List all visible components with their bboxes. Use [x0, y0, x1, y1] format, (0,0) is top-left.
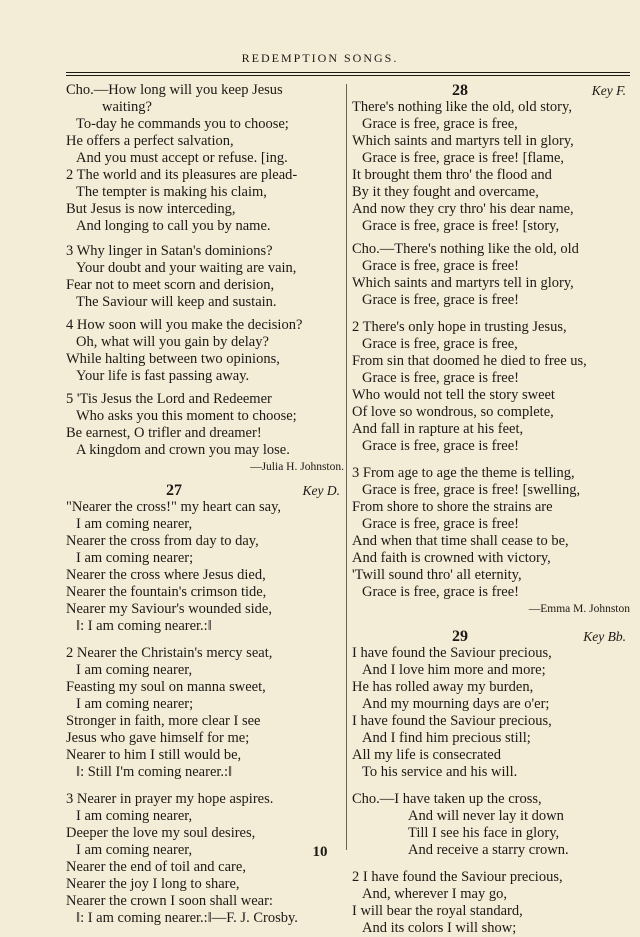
verse-line: Of love so wondrous, so complete,	[352, 404, 554, 420]
verse-line: Nearer the joy I long to share,	[66, 876, 240, 892]
verse-line: To his service and his will.	[362, 764, 518, 780]
hymn-heading	[352, 82, 630, 99]
hymn-key: Key Bb.	[583, 629, 626, 644]
verse-line: 3 Nearer in prayer my hope aspires.	[66, 791, 274, 807]
verse-line: Grace is free, grace is free,	[362, 116, 518, 132]
verse-line: Which saints and martyrs tell in glory,	[352, 133, 574, 149]
verse-line: And, wherever I may go,	[362, 886, 507, 902]
verse-line: From shore to shore the strains are	[352, 499, 553, 515]
verse-line: And I find him precious still;	[362, 730, 531, 746]
verse-line: Grace is free, grace is free!	[362, 584, 519, 600]
verse-line: Be earnest, O trifler and dreamer!	[66, 425, 262, 441]
verse-line: The tempter is making his claim,	[76, 184, 267, 200]
verse-line: He has rolled away my burden,	[352, 679, 534, 695]
verse-line: Nearer my Saviour's wounded side,	[66, 601, 272, 617]
verse-line: Grace is free, grace is free!	[362, 258, 519, 274]
page-header: REDEMPTION SONGS.	[241, 51, 399, 65]
verse-line: And you must accept or refuse. [ing.	[76, 150, 288, 166]
verse-line: I am coming nearer,	[76, 808, 193, 824]
hymn-number: 29	[452, 628, 468, 645]
verse-line: And longing to call you by name.	[76, 218, 271, 234]
verse-line: But Jesus is now interceding,	[66, 201, 236, 217]
verse-line: Feasting my soul on manna sweet,	[66, 679, 266, 695]
hymn-number: 28	[452, 82, 468, 99]
verse-line: Grace is free, grace is free! [story,	[362, 218, 560, 234]
verse-line: "Nearer the cross!" my heart can say,	[66, 499, 282, 515]
verse-line: Grace is free, grace is free!	[362, 370, 519, 386]
verse-line: ‖: I am coming nearer.:‖—F. J. Crosby.	[76, 910, 298, 926]
verse-line: By it they fought and overcame,	[352, 184, 539, 200]
verse-line: Deeper the love my soul desires,	[66, 825, 256, 841]
verse-line: Nearer the cross from day to day,	[66, 533, 259, 549]
author-credit: —Julia H. Johnston.	[250, 461, 344, 473]
verse-line: Nearer the crown I soon shall wear:	[66, 893, 273, 909]
verse-line: Cho.—I have taken up the cross,	[352, 791, 542, 807]
verse-line: Which saints and martyrs tell in glory,	[352, 275, 574, 291]
right-column	[352, 82, 630, 937]
verse-line: All my life is consecrated	[352, 747, 501, 763]
verse-line: Grace is free, grace is free!	[362, 516, 519, 532]
header-rule-bottom	[66, 75, 630, 76]
verse-line: Who asks you this moment to choose;	[76, 408, 297, 424]
header-rule-top	[66, 72, 630, 73]
verse-line: Fear not to meet scorn and derision,	[66, 277, 275, 293]
verse-line: Grace is free, grace is free! [flame,	[362, 150, 565, 166]
verse-line: And receive a starry crown.	[408, 842, 569, 858]
verse-line: He offers a perfect salvation,	[66, 133, 234, 149]
verse-line: And faith is crowned with victory,	[352, 550, 551, 566]
verse-line: Grace is free, grace is free,	[362, 336, 518, 352]
verse-line: 2 I have found the Saviour precious,	[352, 869, 563, 885]
verse-line: 2 Nearer the Christain's mercy seat,	[66, 645, 273, 661]
verse-line: waiting?	[102, 99, 152, 115]
verse-line: Cho.—There's nothing like the old, old	[352, 241, 579, 257]
verse-line: From sin that doomed he died to free us,	[352, 353, 587, 369]
verse-line: I will bear the royal standard,	[352, 903, 523, 919]
verse-line: And I love him more and more;	[362, 662, 546, 678]
verse-line: ‖: I am coming nearer.:‖	[76, 618, 212, 634]
verse-line: The Saviour will keep and sustain.	[76, 294, 277, 310]
verse-line: I am coming nearer,	[76, 842, 193, 858]
hymn-key: Key D.	[302, 483, 340, 498]
verse-line: 4 How soon will you make the decision?	[66, 317, 303, 333]
verse-line: Stronger in faith, more clear I see	[66, 713, 261, 729]
verse-line: 3 From age to age the theme is telling,	[352, 465, 575, 481]
verse-line: There's nothing like the old, old story,	[352, 99, 572, 115]
verse-line: Grace is free, grace is free! [swelling,	[362, 482, 581, 498]
verse-line: And its colors I will show;	[362, 920, 517, 936]
verse-line: Jesus who gave himself for me;	[66, 730, 250, 746]
verse-line: 3 Why linger in Satan's dominions?	[66, 243, 273, 259]
verse-line: I have found the Saviour precious,	[352, 645, 552, 661]
verse-line: 5 'Tis Jesus the Lord and Redeemer	[66, 391, 272, 407]
left-column	[66, 82, 344, 927]
verse-line: Your doubt and your waiting are vain,	[76, 260, 297, 276]
author-credit: —Emma M. Johnston	[528, 603, 630, 615]
verse-line: While halting between two opinions,	[66, 351, 280, 367]
verse-line: A kingdom and crown you may lose.	[76, 442, 290, 458]
verse-line: And fall in rapture at his feet,	[352, 421, 524, 437]
verse-line: I am coming nearer,	[76, 662, 193, 678]
verse-line: 2 There's only hope in trusting Jesus,	[352, 319, 567, 335]
hymn-number: 27	[166, 482, 182, 499]
verse-line: Nearer the fountain's crimson tide,	[66, 584, 267, 600]
hymn-heading	[352, 628, 630, 645]
verse-line: And will never lay it down	[408, 808, 564, 824]
verse-line: 'Twill sound thro' all eternity,	[352, 567, 522, 583]
verse-line: Who would not tell the story sweet	[352, 387, 555, 403]
verse-line: Grace is free, grace is free!	[362, 438, 519, 454]
hymn-heading	[66, 482, 344, 499]
verse-line: Till I see his face in glory,	[408, 825, 560, 841]
verse-line: Nearer the cross where Jesus died,	[66, 567, 266, 583]
verse-line: I am coming nearer;	[76, 696, 194, 712]
verse-line: Your life is fast passing away.	[76, 368, 250, 384]
verse-line: To-day he commands you to choose;	[76, 116, 289, 132]
verse-line: ‖: Still I'm coming nearer.:‖	[76, 764, 233, 780]
verse-line: And my mourning days are o'er;	[362, 696, 550, 712]
hymn-key: Key F.	[591, 83, 626, 98]
verse-line: 2 The world and its pleasures are plead-	[66, 167, 298, 183]
verse-line: Cho.—How long will you keep Jesus	[66, 82, 283, 98]
verse-line: Grace is free, grace is free!	[362, 292, 519, 308]
verse-line: Oh, what will you gain by delay?	[76, 334, 269, 350]
column-divider	[346, 84, 347, 850]
verse-line: I have found the Saviour precious,	[352, 713, 552, 729]
verse-line: And now they cry thro' his dear name,	[352, 201, 574, 217]
verse-line: And when that time shall cease to be,	[352, 533, 569, 549]
verse-line: Nearer to him I still would be,	[66, 747, 242, 763]
verse-line: I am coming nearer;	[76, 550, 194, 566]
page-number: 10	[312, 844, 328, 860]
verse-line: Nearer the end of toil and care,	[66, 859, 246, 875]
verse-line: I am coming nearer,	[76, 516, 193, 532]
verse-line: It brought them thro' the flood and	[352, 167, 552, 183]
